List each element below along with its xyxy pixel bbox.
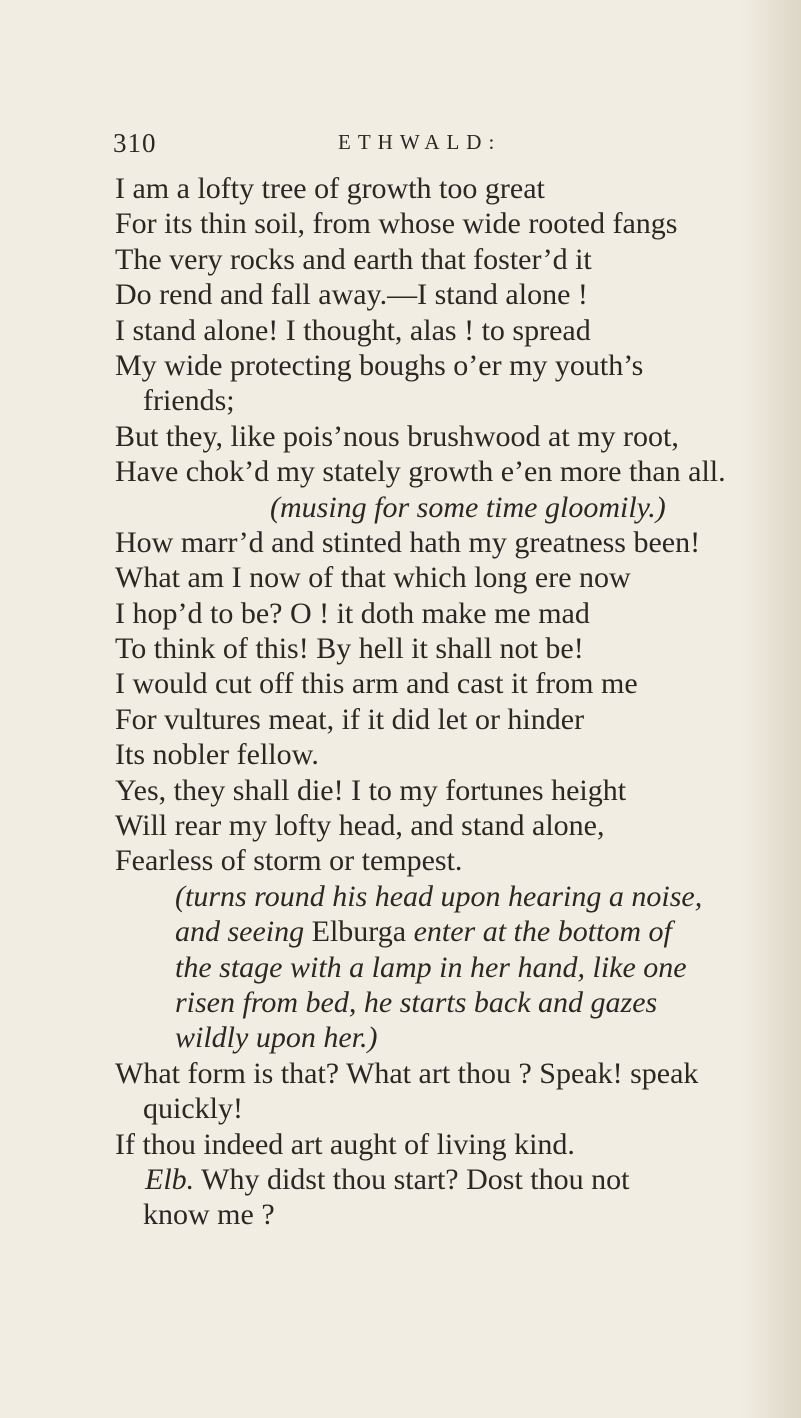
verse-line-continuation: know me ? [143, 1198, 275, 1232]
stage-direction: (turns round his head upon hearing a noise, [175, 879, 703, 913]
verse-line: Its nobler fellow. [115, 738, 319, 772]
stage-direction-text: and seeing [175, 915, 305, 949]
verse-line: The very rocks and earth that foster’d it [115, 242, 592, 276]
verse-line: What form is that? What art thou ? Speak! speak [115, 1056, 699, 1090]
verse-line: If thou indeed art aught of living kind. [115, 1127, 575, 1161]
verse-line: Have chok’d my stately growth e’en more than all. [115, 455, 726, 489]
verse-line: How marr’d and stinted hath my greatness been! [115, 525, 701, 559]
stage-direction-text: enter at the bottom of [413, 915, 672, 949]
speech-text: Why didst thou start? Dost thou not [201, 1162, 630, 1196]
verse-line: I hop’d to be? O ! it doth make me mad [115, 596, 590, 630]
stage-direction [115, 914, 755, 949]
character-name: Elburga [311, 915, 407, 949]
stage-direction: (musing for some time gloomily.) [270, 490, 666, 524]
verse-line: Do rend and fall away.—I stand alone ! [115, 278, 588, 312]
verse-line: For its thin soil, from whose wide rooted fangs [115, 207, 678, 241]
verse-line: To think of this! By hell it shall not be! [115, 632, 584, 666]
page-header [113, 128, 673, 168]
speaker-line [115, 1162, 755, 1197]
verse-text [115, 171, 755, 1233]
verse-line: Will rear my lofty head, and stand alone, [115, 809, 605, 843]
verse-line: For vultures meat, if it did let or hinder [115, 702, 585, 736]
verse-line-continuation: friends; [143, 384, 235, 418]
verse-line: I would cut off this arm and cast it from me [115, 667, 638, 701]
verse-line: My wide protecting boughs o’er my youth’s [115, 348, 644, 382]
verse-line: I am a lofty tree of growth too great [115, 172, 545, 205]
verse-line: Fearless of storm or tempest. [115, 844, 463, 878]
verse-line-continuation: quickly! [143, 1092, 243, 1126]
verse-line: What am I now of that which long ere now [115, 561, 631, 595]
page-number: 310 [113, 128, 157, 158]
verse-line: But they, like pois’nous brushwood at my root, [115, 419, 679, 453]
stage-direction: risen from bed, he starts back and gazes [175, 985, 658, 1019]
stage-direction: wildly upon her.) [175, 1021, 378, 1055]
running-head: ETHWALD: [338, 130, 502, 154]
verse-line: Yes, they shall die! I to my fortunes height [115, 773, 627, 807]
speaker-name: Elb. [145, 1162, 195, 1196]
verse-line: I stand alone! I thought, alas ! to spread [115, 313, 591, 347]
stage-direction: the stage with a lamp in her hand, like one [175, 950, 687, 984]
